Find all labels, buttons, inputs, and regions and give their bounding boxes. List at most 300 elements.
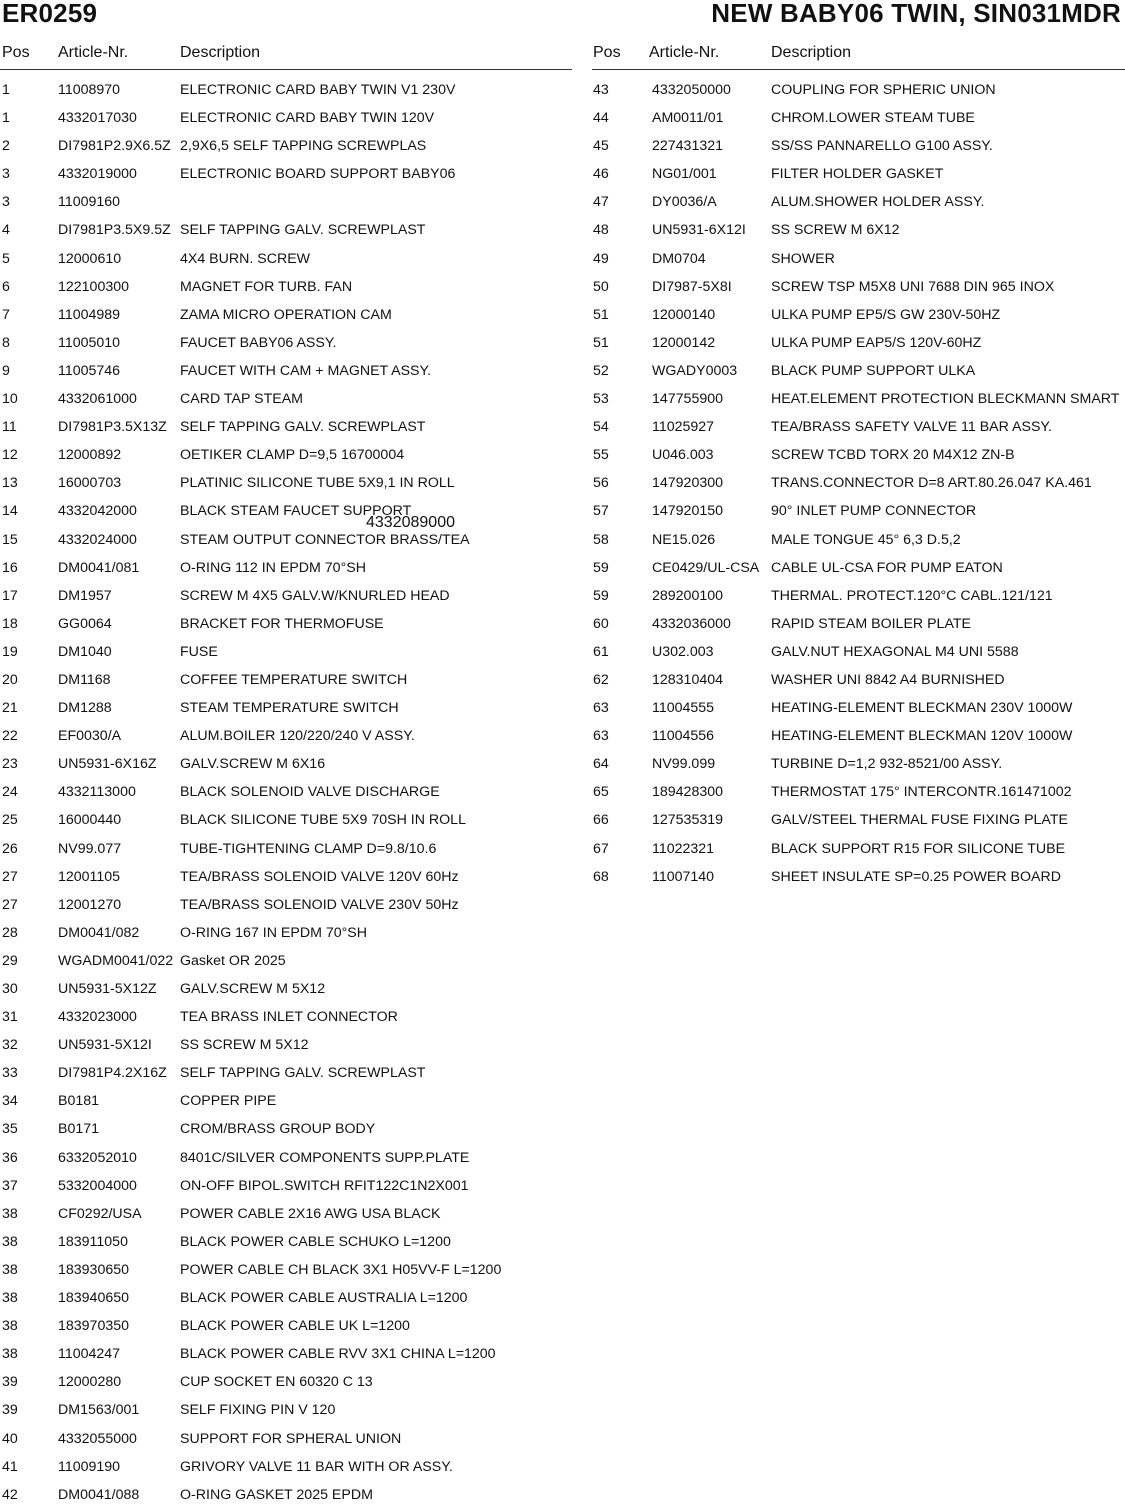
row-description: CARD TAP STEAM <box>180 391 303 408</box>
row-description: BLACK POWER CABLE UK L=1200 <box>180 1318 410 1335</box>
header-pos: Pos <box>2 44 30 61</box>
row-article-number: 16000440 <box>58 812 122 829</box>
row-pos: 50 <box>593 278 609 295</box>
table-row <box>592 776 1125 804</box>
row-description: SS/SS PANNARELLO G100 ASSY. <box>771 138 993 155</box>
row-pos: 42 <box>2 1486 18 1503</box>
row-article-number: EF0030/A <box>58 728 122 745</box>
row-description: ELECTRONIC CARD BABY TWIN 120V <box>180 110 435 127</box>
row-pos: 55 <box>593 447 609 464</box>
row-pos: 64 <box>593 756 609 773</box>
parts-table-left <box>0 40 572 1507</box>
row-description: TUBE-TIGHTENING CLAMP D=9.8/10.6 <box>180 840 437 857</box>
row-pos: 27 <box>2 868 18 885</box>
table-row <box>0 130 572 158</box>
table-row <box>0 748 572 776</box>
table-row <box>0 776 572 804</box>
table-row <box>0 608 572 636</box>
row-article-number: 12000140 <box>652 306 716 323</box>
row-pos: 57 <box>593 503 609 520</box>
row-pos: 43 <box>593 82 609 98</box>
row-pos: 38 <box>2 1205 18 1222</box>
table-row <box>0 383 572 411</box>
row-pos: 39 <box>2 1402 18 1419</box>
row-pos: 63 <box>593 700 609 717</box>
header-description: Description <box>180 44 261 61</box>
table-row <box>0 74 572 102</box>
row-description: O-RING 167 IN EPDM 70°SH <box>180 924 368 941</box>
row-article-number: UN5931-5X12I <box>58 1037 152 1054</box>
row-article-number: DM0041/088 <box>58 1486 140 1503</box>
row-pos: 3 <box>2 166 10 183</box>
row-pos: 1 <box>2 82 10 98</box>
row-pos: 8 <box>2 334 10 351</box>
row-article-number: 4332050000 <box>652 82 731 98</box>
table-row <box>592 833 1125 861</box>
table-row <box>0 833 572 861</box>
row-pos: 59 <box>593 559 609 576</box>
row-description: BLACK STEAM FAUCET SUPPORT <box>180 503 412 520</box>
row-pos: 16 <box>2 559 18 576</box>
row-description: GALV.SCREW M 5X12 <box>180 981 326 997</box>
row-description: SELF TAPPING GALV. SCREWPLAST <box>180 419 426 436</box>
table-row <box>0 495 572 523</box>
row-pos: 9 <box>2 362 10 379</box>
table-row <box>0 1366 572 1394</box>
row-pos: 27 <box>2 896 18 913</box>
row-description: COUPLING FOR SPHERIC UNION <box>771 82 996 98</box>
table-row <box>0 1310 572 1338</box>
row-description: SELF TAPPING GALV. SCREWPLAST <box>180 222 426 239</box>
row-article-number: 147755900 <box>652 391 724 408</box>
row-description: BLACK PUMP SUPPORT ULKA <box>771 362 976 379</box>
table-row <box>592 748 1125 776</box>
row-pos: 31 <box>2 1009 18 1026</box>
row-article-number: DM0041/081 <box>58 559 140 576</box>
table-row <box>592 524 1125 552</box>
row-description: 4X4 BURN. SCREW <box>180 250 311 267</box>
row-description: TURBINE D=1,2 932-8521/00 ASSY. <box>771 756 1003 773</box>
row-description: HEAT.ELEMENT PROTECTION BLECKMANN SMART <box>771 391 1120 408</box>
row-article-number: 12000280 <box>58 1374 122 1391</box>
table-row <box>0 102 572 130</box>
row-article-number: UN5931-5X12Z <box>58 981 157 997</box>
row-description: STEAM OUTPUT CONNECTOR BRASS/TEA <box>180 531 470 548</box>
table-row <box>592 130 1125 158</box>
row-description: O-RING 112 IN EPDM 70°SH <box>180 559 366 576</box>
row-pos: 38 <box>2 1290 18 1307</box>
row-pos: 6 <box>2 278 10 295</box>
row-article-number: 11005746 <box>58 362 121 379</box>
row-pos: 44 <box>593 110 609 127</box>
row-article-number: 4332023000 <box>58 1009 137 1026</box>
row-description: TRANS.CONNECTOR D=8 ART.80.26.047 KA.461 <box>771 475 1092 492</box>
table-row <box>592 608 1125 636</box>
table-row <box>0 1479 572 1507</box>
row-pos: 51 <box>593 306 609 323</box>
row-description: WASHER UNI 8842 A4 BURNISHED <box>771 671 1005 688</box>
row-description: OETIKER CLAMP D=9,5 16700004 <box>180 447 405 464</box>
row-description: GALV/STEEL THERMAL FUSE FIXING PLATE <box>771 812 1068 829</box>
header-article: Article-Nr. <box>58 44 129 61</box>
table-row <box>0 1451 572 1479</box>
row-article-number: 11008970 <box>58 82 121 98</box>
row-pos: 22 <box>2 728 18 745</box>
row-description: TEA BRASS INLET CONNECTOR <box>180 1009 398 1026</box>
row-article-number: 11009160 <box>58 194 121 211</box>
table-row <box>0 973 572 1001</box>
row-description: BLACK POWER CABLE RVV 3X1 CHINA L=1200 <box>180 1346 496 1363</box>
overlay-part-number: 4332089000 <box>366 514 455 531</box>
row-article-number: DM1563/001 <box>58 1402 140 1419</box>
row-article-number: NG01/001 <box>652 166 717 183</box>
table-row <box>0 692 572 720</box>
row-pos: 56 <box>593 475 609 492</box>
table-row <box>0 664 572 692</box>
row-description: FUSE <box>180 643 218 660</box>
table-row <box>0 1394 572 1422</box>
row-article-number: 4332019000 <box>58 166 137 183</box>
row-pos: 49 <box>593 250 609 267</box>
row-description: SELF FIXING PIN V 120 <box>180 1402 336 1419</box>
table-header <box>0 40 572 70</box>
table-body <box>592 70 1125 889</box>
row-description: BLACK SUPPORT R15 FOR SILICONE TUBE <box>771 840 1066 857</box>
row-article-number: DM1040 <box>58 643 112 660</box>
row-article-number: 11007140 <box>652 868 715 885</box>
row-article-number: 4332055000 <box>58 1430 137 1447</box>
table-row <box>0 1057 572 1085</box>
table-row <box>0 355 572 383</box>
row-article-number: 11004247 <box>58 1346 121 1363</box>
row-description: RAPID STEAM BOILER PLATE <box>771 615 971 632</box>
row-pos: 17 <box>2 587 18 604</box>
header-article: Article-Nr. <box>649 44 720 61</box>
row-article-number: WGADM0041/022 <box>58 952 174 969</box>
row-description: STEAM TEMPERATURE SWITCH <box>180 700 399 717</box>
row-pos: 47 <box>593 194 609 211</box>
row-pos: 48 <box>593 222 609 239</box>
row-pos: 51 <box>593 334 609 351</box>
row-description: ZAMA MICRO OPERATION CAM <box>180 306 392 323</box>
row-article-number: DI7981P3.5X9.5Z <box>58 222 171 239</box>
table-row <box>592 495 1125 523</box>
row-pos: 62 <box>593 671 609 688</box>
table-header <box>592 40 1125 70</box>
row-pos: 29 <box>2 952 18 969</box>
row-article-number: NE15.026 <box>652 531 716 548</box>
row-description: TEA/BRASS SOLENOID VALVE 230V 50Hz <box>180 896 459 913</box>
row-article-number: 11025927 <box>652 419 715 436</box>
row-description: THERMAL. PROTECT.120°C CABL.121/121 <box>771 587 1053 604</box>
row-description: 90° INLET PUMP CONNECTOR <box>771 503 977 520</box>
row-pos: 18 <box>2 615 18 632</box>
row-pos: 34 <box>2 1093 18 1110</box>
row-description: CHROM.LOWER STEAM TUBE <box>771 110 975 127</box>
row-article-number: 11004555 <box>652 700 715 717</box>
row-article-number: 12000142 <box>652 334 716 351</box>
row-article-number: 11005010 <box>58 334 121 351</box>
table-row <box>0 186 572 214</box>
row-description: BLACK POWER CABLE SCHUKO L=1200 <box>180 1233 451 1250</box>
table-row <box>0 411 572 439</box>
row-article-number: DM1957 <box>58 587 112 604</box>
row-description: SELF TAPPING GALV. SCREWPLAST <box>180 1065 426 1082</box>
row-pos: 38 <box>2 1233 18 1250</box>
row-article-number: 4332113000 <box>58 784 136 801</box>
row-description: SS SCREW M 6X12 <box>771 222 900 239</box>
table-row <box>592 636 1125 664</box>
row-pos: 24 <box>2 784 18 801</box>
row-description: HEATING-ELEMENT BLECKMAN 230V 1000W <box>771 700 1073 717</box>
row-pos: 35 <box>2 1121 18 1138</box>
row-pos: 59 <box>593 587 609 604</box>
table-row <box>0 467 572 495</box>
row-description: SCREW M 4X5 GALV.W/KNURLED HEAD <box>180 587 450 604</box>
row-article-number: 5332004000 <box>58 1177 137 1194</box>
table-row <box>0 524 572 552</box>
row-pos: 52 <box>593 362 609 379</box>
row-description: ALUM.BOILER 120/220/240 V ASSY. <box>180 728 415 745</box>
row-article-number: B0181 <box>58 1093 100 1110</box>
table-row <box>0 1085 572 1113</box>
row-description: PLATINIC SILICONE TUBE 5X9,1 IN ROLL <box>180 475 455 492</box>
row-article-number: 4332017030 <box>58 110 137 127</box>
row-pos: 67 <box>593 840 609 857</box>
row-article-number: DY0036/A <box>652 194 717 211</box>
table-row <box>592 299 1125 327</box>
header-pos: Pos <box>593 44 621 61</box>
row-description: POWER CABLE CH BLACK 3X1 H05VV-F L=1200 <box>180 1261 502 1278</box>
row-description: POWER CABLE 2X16 AWG USA BLACK <box>180 1205 441 1222</box>
row-article-number: 11009190 <box>58 1458 121 1475</box>
row-article-number: 122100300 <box>58 278 130 295</box>
row-pos: 5 <box>2 250 10 267</box>
row-description: GRIVORY VALVE 11 BAR WITH OR ASSY. <box>180 1458 453 1475</box>
table-row <box>592 552 1125 580</box>
row-article-number: 147920300 <box>652 475 724 492</box>
table-row <box>0 243 572 271</box>
row-pos: 15 <box>2 531 18 548</box>
row-article-number: WGADY0003 <box>652 362 738 379</box>
row-pos: 65 <box>593 784 609 801</box>
row-article-number: 183970350 <box>58 1318 130 1335</box>
table-row <box>0 1338 572 1366</box>
row-article-number: AM0011/01 <box>652 110 724 127</box>
row-pos: 36 <box>2 1149 18 1166</box>
row-article-number: U046.003 <box>652 447 714 464</box>
table-row <box>592 158 1125 186</box>
row-pos: 10 <box>2 391 18 408</box>
row-description: TEA/BRASS SOLENOID VALVE 120V 60Hz <box>180 868 459 885</box>
row-article-number: DM0704 <box>652 250 706 267</box>
row-description: CABLE UL-CSA FOR PUMP EATON <box>771 559 1003 576</box>
table-row <box>592 439 1125 467</box>
table-row <box>592 355 1125 383</box>
row-pos: 39 <box>2 1374 18 1391</box>
row-description: TEA/BRASS SAFETY VALVE 11 BAR ASSY. <box>771 419 1052 436</box>
table-row <box>0 158 572 186</box>
table-row <box>592 580 1125 608</box>
table-row <box>592 74 1125 102</box>
row-description: FAUCET BABY06 ASSY. <box>180 334 337 351</box>
row-pos: 2 <box>2 138 10 155</box>
row-article-number: GG0064 <box>58 615 112 632</box>
row-pos: 11 <box>2 419 17 436</box>
table-row <box>0 1170 572 1198</box>
row-description: HEATING-ELEMENT BLECKMAN 120V 1000W <box>771 728 1073 745</box>
row-pos: 58 <box>593 531 609 548</box>
row-pos: 60 <box>593 615 609 632</box>
row-pos: 26 <box>2 840 18 857</box>
row-description: GALV.SCREW M 6X16 <box>180 756 326 773</box>
table-row <box>0 1423 572 1451</box>
table-row <box>0 1282 572 1310</box>
row-description: SUPPORT FOR SPHERAL UNION <box>180 1430 402 1447</box>
row-pos: 14 <box>2 503 18 520</box>
table-row <box>592 102 1125 130</box>
row-article-number: 12001270 <box>58 896 122 913</box>
table-row <box>0 580 572 608</box>
table-row <box>0 636 572 664</box>
row-description: SS SCREW M 5X12 <box>180 1037 309 1054</box>
table-row <box>0 1113 572 1141</box>
row-pos: 13 <box>2 475 18 492</box>
row-pos: 41 <box>2 1458 18 1475</box>
row-article-number: 147920150 <box>652 503 724 520</box>
row-description: BLACK SILICONE TUBE 5X9 70SH IN ROLL <box>180 812 466 829</box>
row-article-number: 128310404 <box>652 671 724 688</box>
row-pos: 38 <box>2 1261 18 1278</box>
row-pos: 23 <box>2 756 18 773</box>
row-description: MALE TONGUE 45° 6,3 D.5,2 <box>771 531 961 548</box>
row-pos: 53 <box>593 391 609 408</box>
row-article-number: 183930650 <box>58 1261 130 1278</box>
table-row <box>592 186 1125 214</box>
table-row <box>0 889 572 917</box>
row-article-number: UN5931-6X16Z <box>58 756 157 773</box>
row-description: Gasket OR 2025 <box>180 952 286 969</box>
row-article-number: 183940650 <box>58 1290 130 1307</box>
row-description: ELECTRONIC BOARD SUPPORT BABY06 <box>180 166 456 183</box>
table-row <box>0 1001 572 1029</box>
row-article-number: DI7981P2.9X6.5Z <box>58 138 171 155</box>
row-pos: 45 <box>593 138 609 155</box>
row-article-number: 227431321 <box>652 138 724 155</box>
row-article-number: 4332024000 <box>58 531 137 548</box>
row-pos: 19 <box>2 643 18 660</box>
table-row <box>592 467 1125 495</box>
table-row <box>592 804 1125 832</box>
row-pos: 30 <box>2 981 18 997</box>
row-description: MAGNET FOR TURB. FAN <box>180 278 353 295</box>
table-row <box>592 720 1125 748</box>
row-article-number: 11004556 <box>652 728 715 745</box>
row-pos: 63 <box>593 728 609 745</box>
row-article-number: 11004989 <box>58 306 121 323</box>
row-description: ULKA PUMP EP5/S GW 230V-50HZ <box>771 306 1001 323</box>
row-description: ALUM.SHOWER HOLDER ASSY. <box>771 194 985 211</box>
row-article-number: 16000703 <box>58 475 122 492</box>
row-description: GALV.NUT HEXAGONAL M4 UNI 5588 <box>771 643 1019 660</box>
table-row <box>0 720 572 748</box>
table-row <box>0 327 572 355</box>
row-pos: 61 <box>593 643 609 660</box>
row-article-number: 4332061000 <box>58 391 137 408</box>
table-row <box>592 271 1125 299</box>
row-pos: 12 <box>2 447 18 464</box>
table-row <box>592 411 1125 439</box>
table-row <box>0 945 572 973</box>
document-code: ER0259 <box>2 0 98 28</box>
row-pos: 1 <box>2 110 10 127</box>
table-row <box>0 271 572 299</box>
table-row <box>592 664 1125 692</box>
row-description: BRACKET FOR THERMOFUSE <box>180 615 384 632</box>
row-pos: 3 <box>2 194 10 211</box>
row-article-number: DM0041/082 <box>58 924 140 941</box>
row-article-number: 4332036000 <box>652 615 731 632</box>
row-pos: 37 <box>2 1177 18 1194</box>
row-article-number: CF0292/USA <box>58 1205 142 1222</box>
table-row <box>592 861 1125 889</box>
row-description: O-RING GASKET 2025 EPDM <box>180 1486 373 1503</box>
row-description: FILTER HOLDER GASKET <box>771 166 944 183</box>
row-article-number: 12001105 <box>58 868 121 885</box>
table-row <box>592 243 1125 271</box>
row-pos: 25 <box>2 812 18 829</box>
row-article-number: DI7987-5X8I <box>652 278 732 295</box>
row-description: THERMOSTAT 175° INTERCONTR.161471002 <box>771 784 1072 801</box>
parts-table-right <box>592 40 1125 889</box>
row-article-number: 183911050 <box>58 1233 128 1250</box>
row-description: SCREW TCBD TORX 20 M4X12 ZN-B <box>771 447 1015 464</box>
row-article-number: 6332052010 <box>58 1149 137 1166</box>
row-pos: 7 <box>2 306 10 323</box>
row-pos: 32 <box>2 1037 18 1054</box>
row-article-number: 289200100 <box>652 587 724 604</box>
header-description: Description <box>771 44 852 61</box>
row-article-number: NV99.099 <box>652 756 716 773</box>
row-article-number: U302.003 <box>652 643 714 660</box>
row-pos: 54 <box>593 419 609 436</box>
table-row <box>0 804 572 832</box>
row-article-number: NV99.077 <box>58 840 122 857</box>
table-row <box>0 1226 572 1254</box>
row-pos: 38 <box>2 1346 18 1363</box>
row-description: 8401C/SILVER COMPONENTS SUPP.PLATE <box>180 1149 470 1166</box>
row-description: SHOWER <box>771 250 835 267</box>
row-article-number: 12000610 <box>58 250 122 267</box>
document-title: NEW BABY06 TWIN, SIN031MDR <box>711 0 1121 28</box>
row-article-number: 127535319 <box>652 812 724 829</box>
table-row <box>0 1198 572 1226</box>
row-pos: 4 <box>2 222 10 239</box>
table-row <box>0 1029 572 1057</box>
row-description: ON-OFF BIPOL.SWITCH RFIT122C1N2X001 <box>180 1177 469 1194</box>
row-pos: 28 <box>2 924 18 941</box>
table-row <box>0 299 572 327</box>
row-description: 2,9X6,5 SELF TAPPING SCREWPLAS <box>180 138 427 155</box>
row-article-number: 11022321 <box>652 840 715 857</box>
table-row <box>0 1254 572 1282</box>
row-article-number: 12000892 <box>58 447 122 464</box>
table-row <box>592 383 1125 411</box>
row-article-number: 4332042000 <box>58 503 137 520</box>
row-description: FAUCET WITH CAM + MAGNET ASSY. <box>180 362 432 379</box>
row-pos: 40 <box>2 1430 18 1447</box>
row-description: SHEET INSULATE SP=0.25 POWER BOARD <box>771 868 1062 885</box>
